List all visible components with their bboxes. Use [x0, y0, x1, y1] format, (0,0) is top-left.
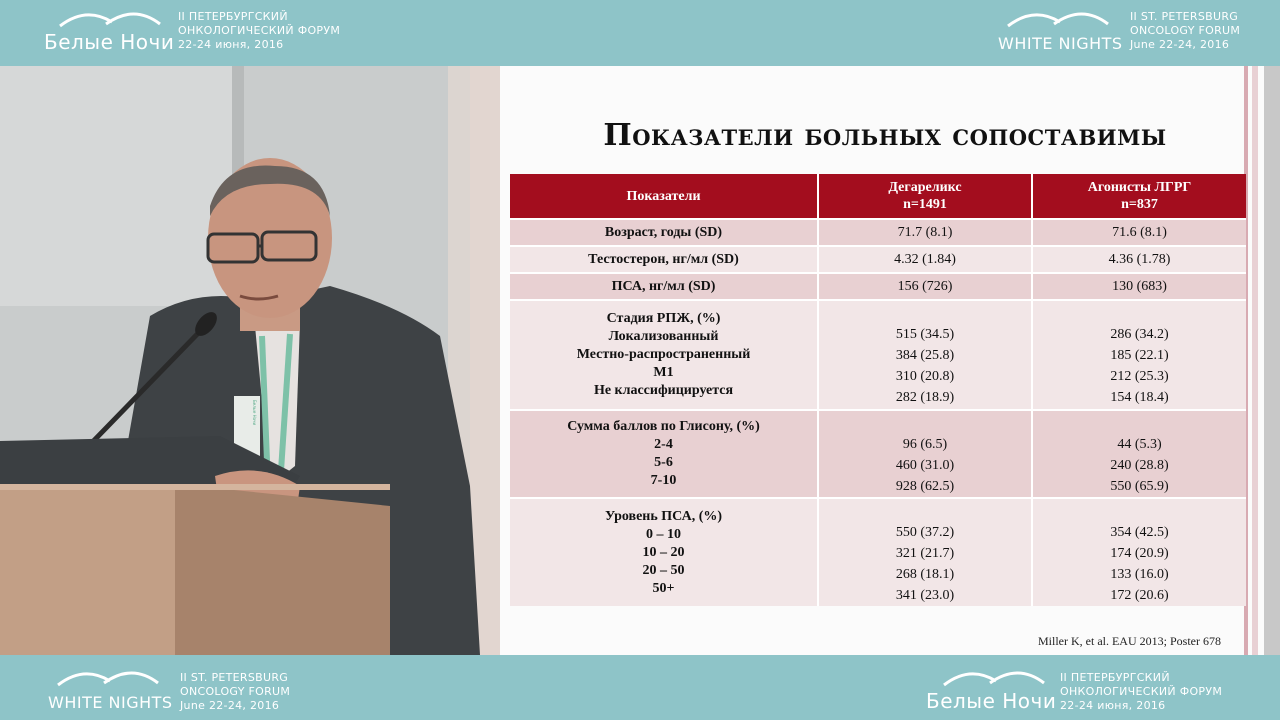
slide-border [1264, 66, 1280, 655]
cell-value: 4.36 (1.78) [1108, 252, 1171, 267]
cell-value: 96 (6.5) [902, 436, 948, 452]
source-citation: Miller K, et al. EAU 2013; Poster 678 [1038, 634, 1221, 648]
label-text: 10 – 20 [642, 544, 685, 560]
cell-value: 460 (31.0) [895, 457, 955, 473]
comparison-table [510, 174, 1246, 606]
forum-line: ONCOLOGY FORUM [180, 685, 291, 698]
logo-left-top [44, 4, 374, 64]
forum-line: ОНКОЛОГИЧЕСКИЙ ФОРУМ [1060, 685, 1223, 698]
brand-text: Белые Ночи [44, 30, 175, 54]
cell-value: 212 (25.3) [1110, 369, 1169, 384]
cell-value: 172 (20.6) [1110, 587, 1169, 603]
slide-border [1252, 66, 1258, 655]
forum-line: II ПЕТЕРБУРГСКИЙ [1060, 671, 1170, 684]
slide-title: Показатели больных сопоставимы [603, 118, 1167, 153]
logo-right-top [996, 4, 1276, 64]
label-text: 2-4 [654, 437, 673, 452]
footer-band [0, 655, 1280, 720]
cell-value: 154 (18.4) [1110, 390, 1169, 405]
cell-value: 310 (20.8) [895, 369, 955, 384]
forum-info [178, 10, 340, 52]
forum-line: II ST. PETERSBURG [1130, 10, 1239, 23]
forum-info [1130, 10, 1240, 52]
cell-agonists [1032, 410, 1246, 498]
cell-value: 133 (16.0) [1110, 566, 1169, 582]
cell-value: 282 (18.9) [895, 390, 955, 405]
cell-value: 515 (34.5) [895, 327, 955, 342]
label-text: M1 [653, 365, 674, 380]
cell-value: 240 (28.8) [1110, 457, 1169, 473]
row-label [510, 246, 818, 273]
forum-line: June 22-24, 2016 [180, 699, 280, 712]
cell-agonists [1032, 498, 1246, 606]
cell-degarelix [818, 300, 1032, 410]
forum-line: ОНКОЛОГИЧЕСКИЙ ФОРУМ [178, 24, 341, 37]
wave-arc-icon [54, 663, 164, 689]
presentation-slide [500, 66, 1280, 655]
cell-value: 156 (726) [897, 279, 953, 294]
cell-agonists [1032, 219, 1246, 246]
forum-line: II ПЕТЕРБУРГСКИЙ [178, 10, 288, 23]
cell-value: 321 (21.7) [895, 545, 955, 561]
forum-line: II ST. PETERSBURG [180, 671, 289, 684]
header-degarelix [818, 174, 1032, 219]
label-text: 7-10 [650, 473, 677, 488]
cell-value: 286 (34.2) [1110, 327, 1169, 342]
forum-line: June 22-24, 2016 [1130, 38, 1230, 51]
forum-info [180, 671, 290, 713]
label-text: 50+ [652, 580, 675, 596]
label-text: Локализованный [608, 329, 719, 344]
forum-info [1060, 671, 1222, 713]
header-text: Агонисты ЛГРГ [1087, 180, 1192, 195]
table-header-row [510, 174, 1246, 219]
forum-line: ONCOLOGY FORUM [1130, 24, 1241, 37]
header-band [0, 0, 1280, 66]
header-indicators [510, 174, 818, 219]
label-text: Сумма баллов по Глисону, (%) [567, 419, 760, 434]
cell-value: 71.6 (8.1) [1112, 225, 1167, 240]
table-row [510, 219, 1246, 246]
label-text: 5-6 [654, 455, 673, 470]
cell-value: 550 (37.2) [895, 524, 955, 540]
speaker-video [0, 66, 500, 655]
table-row [510, 273, 1246, 300]
label-text: Стадия РПЖ, (%) [606, 311, 721, 326]
cell-value: 354 (42.5) [1110, 524, 1169, 540]
table-row [510, 410, 1246, 498]
cell-agonists [1032, 273, 1246, 300]
header-n: n=837 [1121, 197, 1158, 212]
cell-value: 384 (25.8) [895, 348, 955, 363]
cell-value: 4.32 (1.84) [894, 252, 956, 267]
cell-degarelix [818, 246, 1032, 273]
brand-text: WHITE NIGHTS [48, 693, 173, 712]
logo-left-bottom [46, 659, 346, 719]
row-label [510, 410, 818, 498]
cell-degarelix [818, 273, 1032, 300]
row-label [510, 498, 818, 606]
cell-degarelix [818, 410, 1032, 498]
cell-value: 928 (62.5) [895, 478, 955, 494]
logo-right-bottom [926, 659, 1266, 719]
label-text: Уровень ПСА, (%) [604, 508, 723, 524]
forum-line: 22-24 июня, 2016 [1060, 699, 1166, 712]
wave-arc-icon [56, 4, 166, 30]
cell-value: 185 (22.1) [1110, 348, 1169, 363]
wave-arc-icon [1004, 4, 1114, 30]
cell-value: 174 (20.9) [1110, 545, 1169, 561]
cell-agonists [1032, 246, 1246, 273]
header-n: n=1491 [903, 197, 947, 212]
label-text: Тестостерон, нг/мл (SD) [588, 252, 739, 267]
cell-value: 268 (18.1) [895, 566, 955, 582]
cell-value: 71.7 (8.1) [897, 225, 953, 240]
cell-degarelix [818, 219, 1032, 246]
brand-text: WHITE NIGHTS [998, 34, 1123, 53]
speaker-badge-text: Белые Ночи [252, 400, 257, 426]
wave-arc-icon [940, 663, 1050, 689]
cell-value: 550 (65.9) [1110, 478, 1169, 494]
speaker-illustration [0, 66, 500, 655]
header-lhrh-agonists [1032, 174, 1246, 219]
table-row [510, 246, 1246, 273]
table-row [510, 300, 1246, 410]
label-text: Местно-распространенный [576, 347, 751, 362]
brand-text: Белые Ночи [926, 689, 1057, 713]
cell-agonists [1032, 300, 1246, 410]
label-text: 20 – 50 [642, 562, 685, 578]
label-text: 0 – 10 [646, 526, 681, 542]
cell-value: 44 (5.3) [1117, 436, 1162, 452]
label-text: Не классифицируется [593, 383, 734, 398]
cell-value: 341 (23.0) [895, 587, 955, 603]
label-text: Возраст, годы (SD) [604, 225, 723, 240]
row-label [510, 300, 818, 410]
table-row [510, 498, 1246, 606]
header-text: Дегареликс [888, 180, 962, 195]
header-text: Показатели [626, 188, 701, 204]
row-label [510, 273, 818, 300]
label-text: ПСА, нг/мл (SD) [611, 279, 716, 294]
cell-value: 130 (683) [1112, 279, 1167, 294]
cell-degarelix [818, 498, 1032, 606]
forum-line: 22-24 июня, 2016 [178, 38, 284, 51]
row-label [510, 219, 818, 246]
